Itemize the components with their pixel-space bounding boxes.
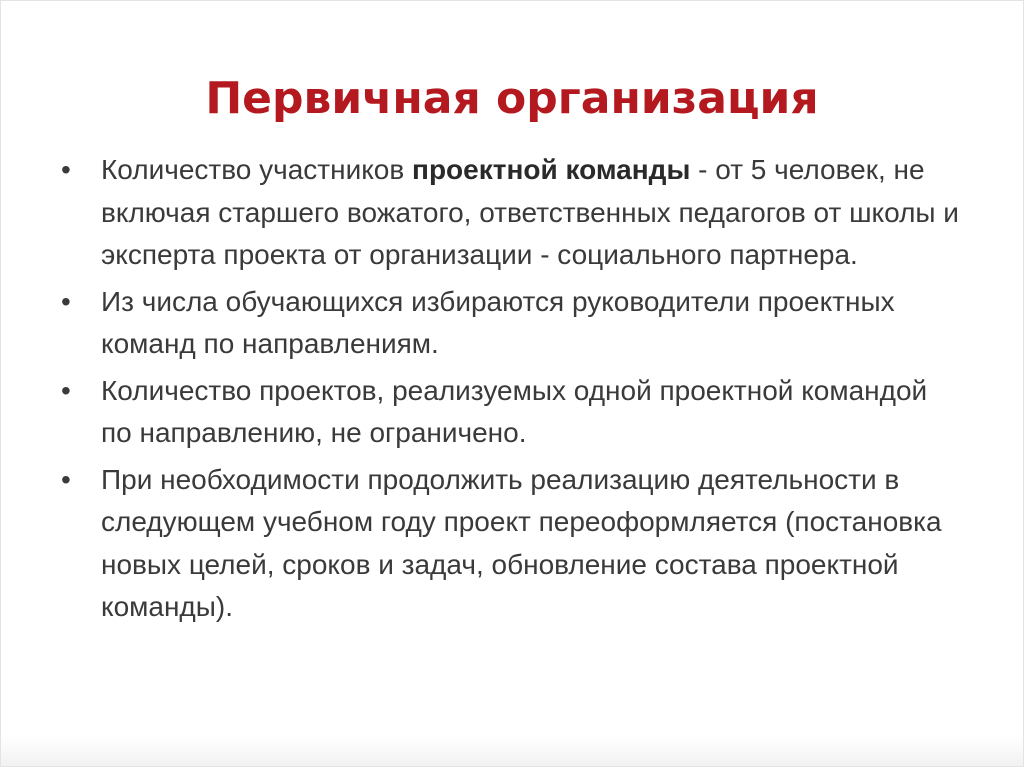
bullet-icon: • [61,463,71,495]
bullet-text-suffix: - от 5 человек, не включая старшего вожатого, ответственных педагогов от школы и эксперта проекта от организации - социального партнера. [101,154,959,270]
bullet-item [61,281,961,366]
bullet-text-prefix: Количество участников [101,154,413,185]
bullet-item [61,459,961,629]
bullet-item [61,370,961,455]
bullet-text-bold: проектной команды [412,154,691,185]
bullet-icon: • [61,374,71,406]
bullet-text: Из числа обучающихся избираются руководители проектных команд по направлениям. [101,285,895,359]
bullet-list [61,149,961,633]
bottom-shadow [1,736,1023,766]
bullet-icon: • [61,154,71,185]
bullet-text: Количество проектов, реализуемых одной проектной командой по направлению, не ограничено. [101,374,928,448]
bullet-item [61,149,961,277]
bullet-text: При необходимости продолжить реализацию деятельности в следующем учебном году проект переоформляется (постановка новых целей, сроков и задач, обновление состава проектной команды). [101,463,942,622]
slide-title: Первичная организация [205,73,819,124]
bullet-icon: • [61,285,71,317]
